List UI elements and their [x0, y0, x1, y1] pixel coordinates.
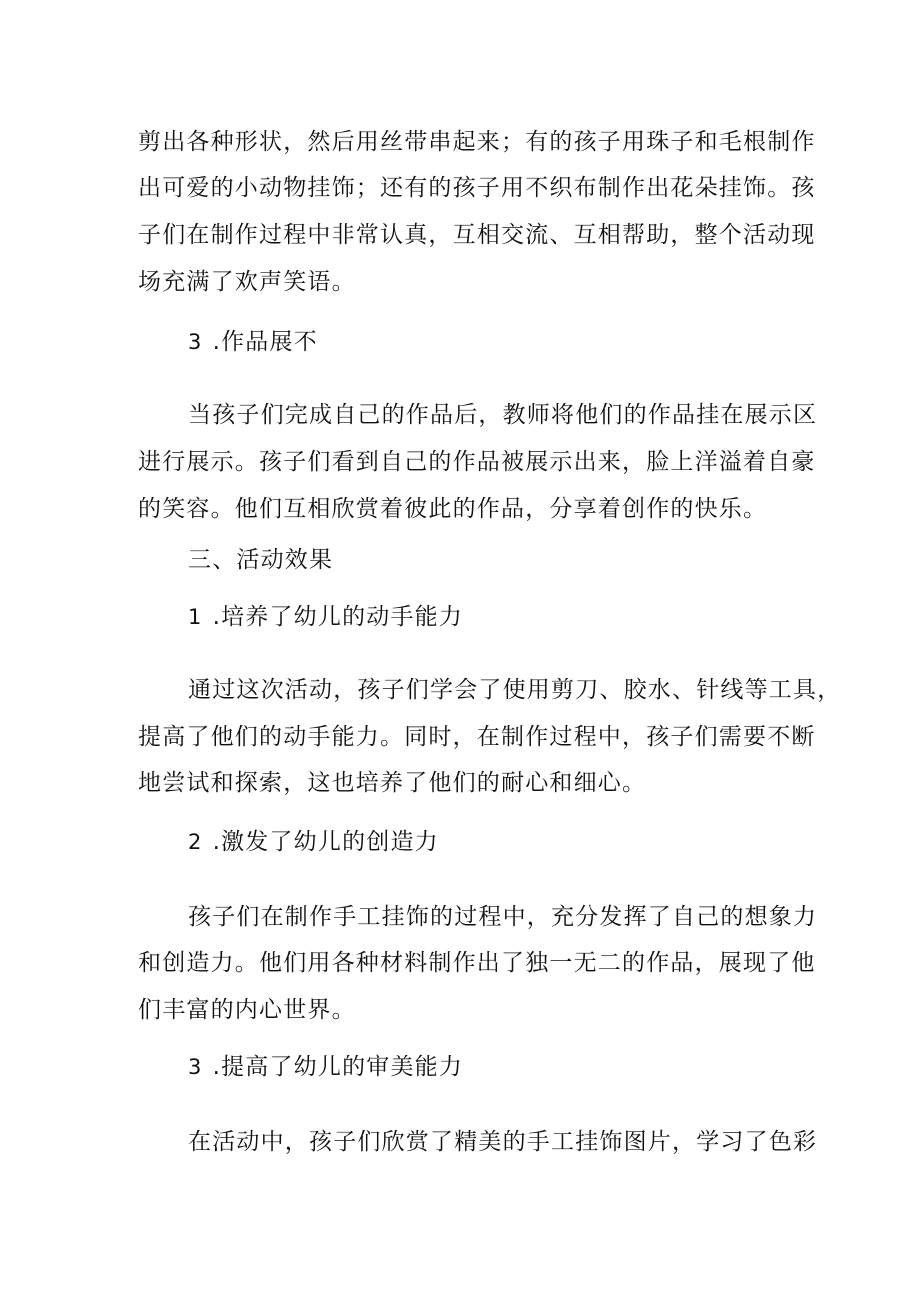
heading-number: 2 — [188, 830, 203, 854]
heading-text: .作品展不 — [212, 329, 318, 355]
section-heading-exhibition — [188, 327, 318, 357]
paragraph-line: 和创造力。他们用各种材料制作出了独一无二的作品，展现了他 — [138, 950, 816, 976]
paragraph-line: 通过这次活动，孩子们学会了使用剪刀、胶水、针线等工具， — [188, 677, 842, 703]
paragraph-line: 子们在制作过程中非常认真，互相交流、互相帮助，整个活动现 — [138, 222, 816, 248]
heading-number: 3 — [188, 330, 203, 354]
paragraph-line: 当孩子们完成自己的作品后，教师将他们的作品挂在展示区 — [188, 402, 818, 428]
subsection-heading-creativity — [188, 827, 439, 857]
paragraph-line: 地尝试和探索，这也培养了他们的耐心和细心。 — [138, 770, 647, 796]
heading-text: .激发了幼儿的创造力 — [212, 829, 439, 855]
paragraph-line: 们丰富的内心世界。 — [138, 997, 356, 1023]
paragraph-line: 在活动中，孩子们欣赏了精美的手工挂饰图片，学习了色彩 — [188, 1129, 818, 1155]
paragraph-line: 提高了他们的动手能力。同时，在制作过程中，孩子们需要不断 — [138, 724, 816, 750]
paragraph-line: 的笑容。他们互相欣赏着彼此的作品，分享着创作的快乐。 — [138, 496, 768, 522]
subsection-heading-handson — [188, 602, 463, 632]
paragraph-line: 孩子们在制作手工挂饰的过程中，充分发挥了自己的想象力 — [188, 904, 818, 930]
subsection-heading-aesthetics — [188, 1052, 463, 1082]
paragraph-line: 出可爱的小动物挂饰；还有的孩子用不织布制作出花朵挂饰。孩 — [138, 175, 816, 201]
paragraph-line: 进行展示。孩子们看到自己的作品被展示出来，脸上洋溢着自豪 — [138, 449, 816, 475]
heading-text: .提高了幼儿的审美能力 — [212, 1054, 464, 1080]
section-heading-effects: 三、活动效果 — [188, 547, 334, 573]
heading-text: .培养了幼儿的动手能力 — [212, 604, 464, 630]
heading-number: 1 — [188, 605, 203, 629]
paragraph-line: 场充满了欢声笑语。 — [138, 269, 356, 295]
paragraph-line: 剪出各种形状，然后用丝带串起来；有的孩子用珠子和毛根制作 — [138, 129, 816, 155]
heading-number: 3 — [188, 1055, 203, 1079]
